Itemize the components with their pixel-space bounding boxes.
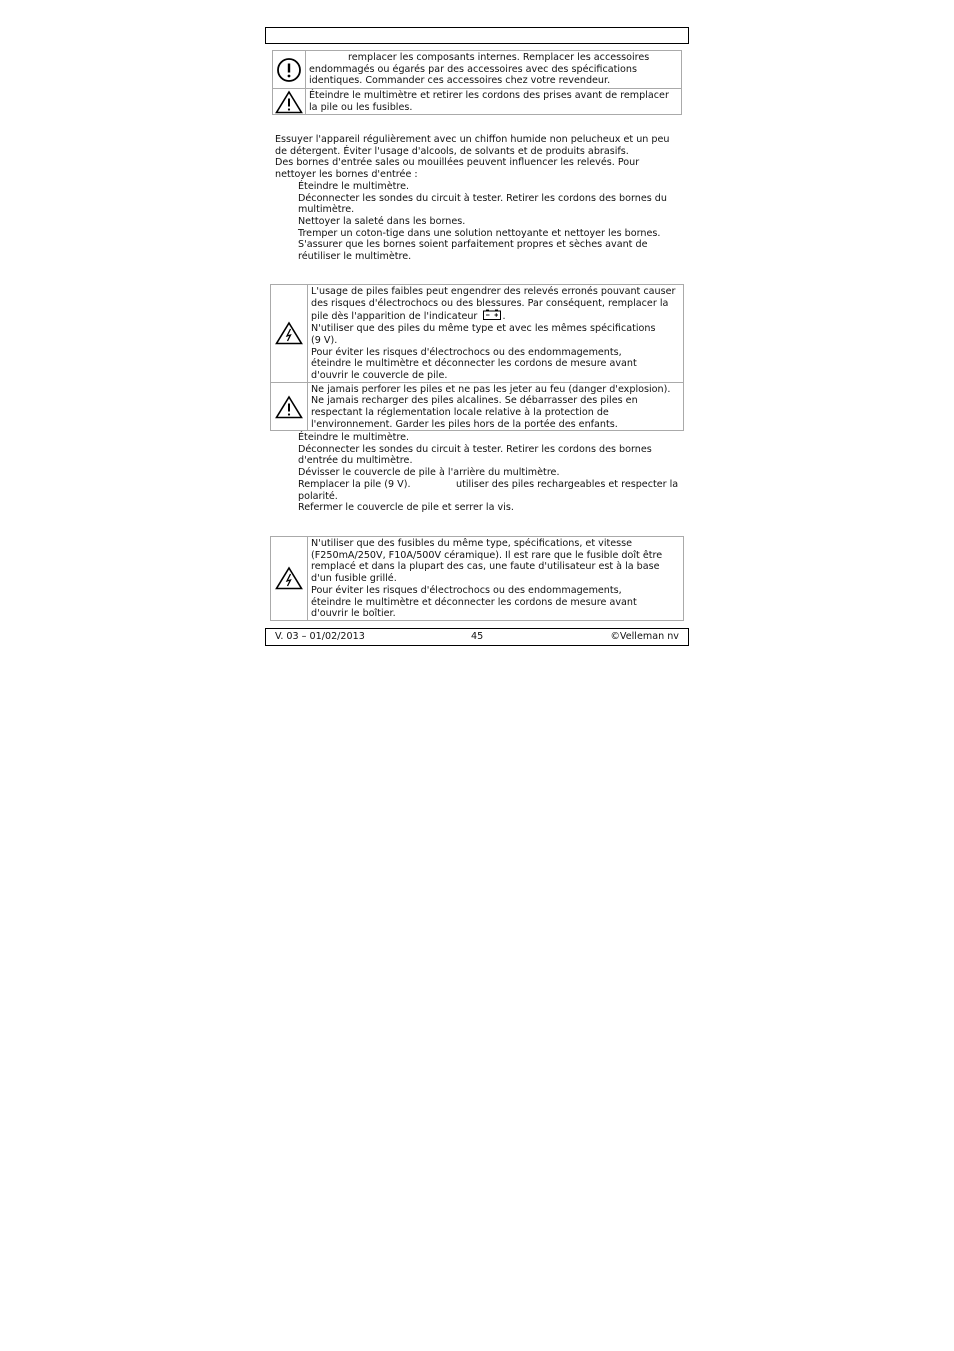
electric-shock-triangle-icon [275,566,303,590]
fuse-warning-table [270,536,684,621]
battery-step: Éteindre le multimètre. [298,432,410,443]
exclamation-circle-icon [276,57,302,83]
cleaning-step: S'assurer que les bornes soient parfaitement propres et sèches avant de [298,239,648,251]
footer-copyright: ©Velleman nv [610,631,679,642]
cleaning-paragraph: Essuyer l'appareil régulièrement avec un chiffon humide non pelucheux et un peu de détergent. Éviter l'usage d'alcools, de solvants et de produits abrasifs. Des bornes d'entrée sales ou mouillées peuvent influencer les relevés. Pour nettoyer les bornes d'entrée : Éteindre le multimètre. Déconnecter les sondes du circuit à tester. Retirer les cordons des bornes du multimètre. Nettoyer la saleté dans les bornes. Tremper un coton-tige dans une solution nettoyante et nettoyer les bornes. S'assurer que les bornes soient parfaitement propres et sèches avant de réutiliser le multimètre. [275,134,670,263]
top-warning-text-1: remplacer les composants internes. Remplacer les accessoires endommagés ou égarés par des accessoires avec des spécifications identiques. Commander ces accessoires chez votre revendeur. [306,51,682,89]
warning-triangle-icon [275,90,303,114]
warning-icon-cell [273,89,306,115]
battery-step: polarité. [298,490,338,502]
battery-step: Déconnecter les sondes du circuit à tester. Retirer les cordons des bornes [298,443,652,455]
cleaning-step: multimètre. [298,204,355,216]
warning-triangle-icon [275,395,303,419]
battery-step: Refermer le couvercle de pile et serrer la vis. [298,502,514,514]
battery-step: Dévisser le couvercle de pile à l'arrière du multimètre. [298,467,560,479]
battery-step: Remplacer la pile (9 V). utiliser des piles rechargeables et respecter la [298,478,679,490]
electric-shock-triangle-icon [275,321,303,345]
top-warning-text-2: Éteindre le multimètre et retirer les cordons des prises avant de remplacer la pile ou les fusibles. [306,89,682,115]
top-warning-table [272,50,682,115]
cleaning-step: Nettoyer la saleté dans les bornes. [298,215,466,227]
cleaning-step: Déconnecter les sondes du circuit à tester. Retirer les cordons des bornes du [298,192,667,204]
footer-page-number: 45 [471,631,484,642]
warning-icon-cell [271,382,308,431]
battery-warning-table [270,284,684,431]
cleaning-step: Éteindre le multimètre. [298,180,410,192]
battery-warning-text-1: L'usage de piles faibles peut engendrer des relevés erronés pouvant causer des risques d'électrochocs ou des blessures. Par conséquent, remplacer la pile dès l'apparition de l'indicateur . N'utiliser que des piles du même type et avec les mêmes spécifications (9 V). Pour éviter les risques d'électrochocs ou des endommagements, éteindre le multimètre et déconnecter les cordons de mesure avant d'ouvrir le couvercle de pile. [308,285,684,383]
caution-icon-cell [273,51,306,89]
battery-warning-text-2: Ne jamais perforer les piles et ne pas les jeter au feu (danger d'explosion). Ne jamais recharger des piles alcalines. Se débarrasser des piles en respectant la réglementation locale relative à la protection de l'environnement. Garder les piles hors de la portée des enfants. [308,382,684,431]
shock-icon-cell [271,285,308,383]
fuse-warning-text: N'utiliser que des fusibles du même type, spécifications, et vitesse (F250mA/250V, F10A/500V céramique). Il est rare que le fusible doît être remplacé et dans la plupart des cas, une faute d'utilisateur est à la base d'un fusible grillé. Pour éviter les risques d'électrochocs ou des endommagements, éteindre le multimètre et déconnecter les cordons de mesure avant d'ouvrir le boîtier. [308,537,684,621]
page-header-box [265,27,689,44]
shock-icon-cell [271,537,308,621]
footer-version: V. 03 – 01/02/2013 [275,631,365,642]
battery-steps [298,432,679,514]
cleaning-step: Tremper un coton-tige dans une solution nettoyante et nettoyer les bornes. [298,227,661,239]
page-footer [265,628,689,646]
battery-indicator-icon [483,309,501,320]
cleaning-step: réutiliser le multimètre. [298,251,412,263]
battery-step: d'entrée du multimètre. [298,455,413,467]
